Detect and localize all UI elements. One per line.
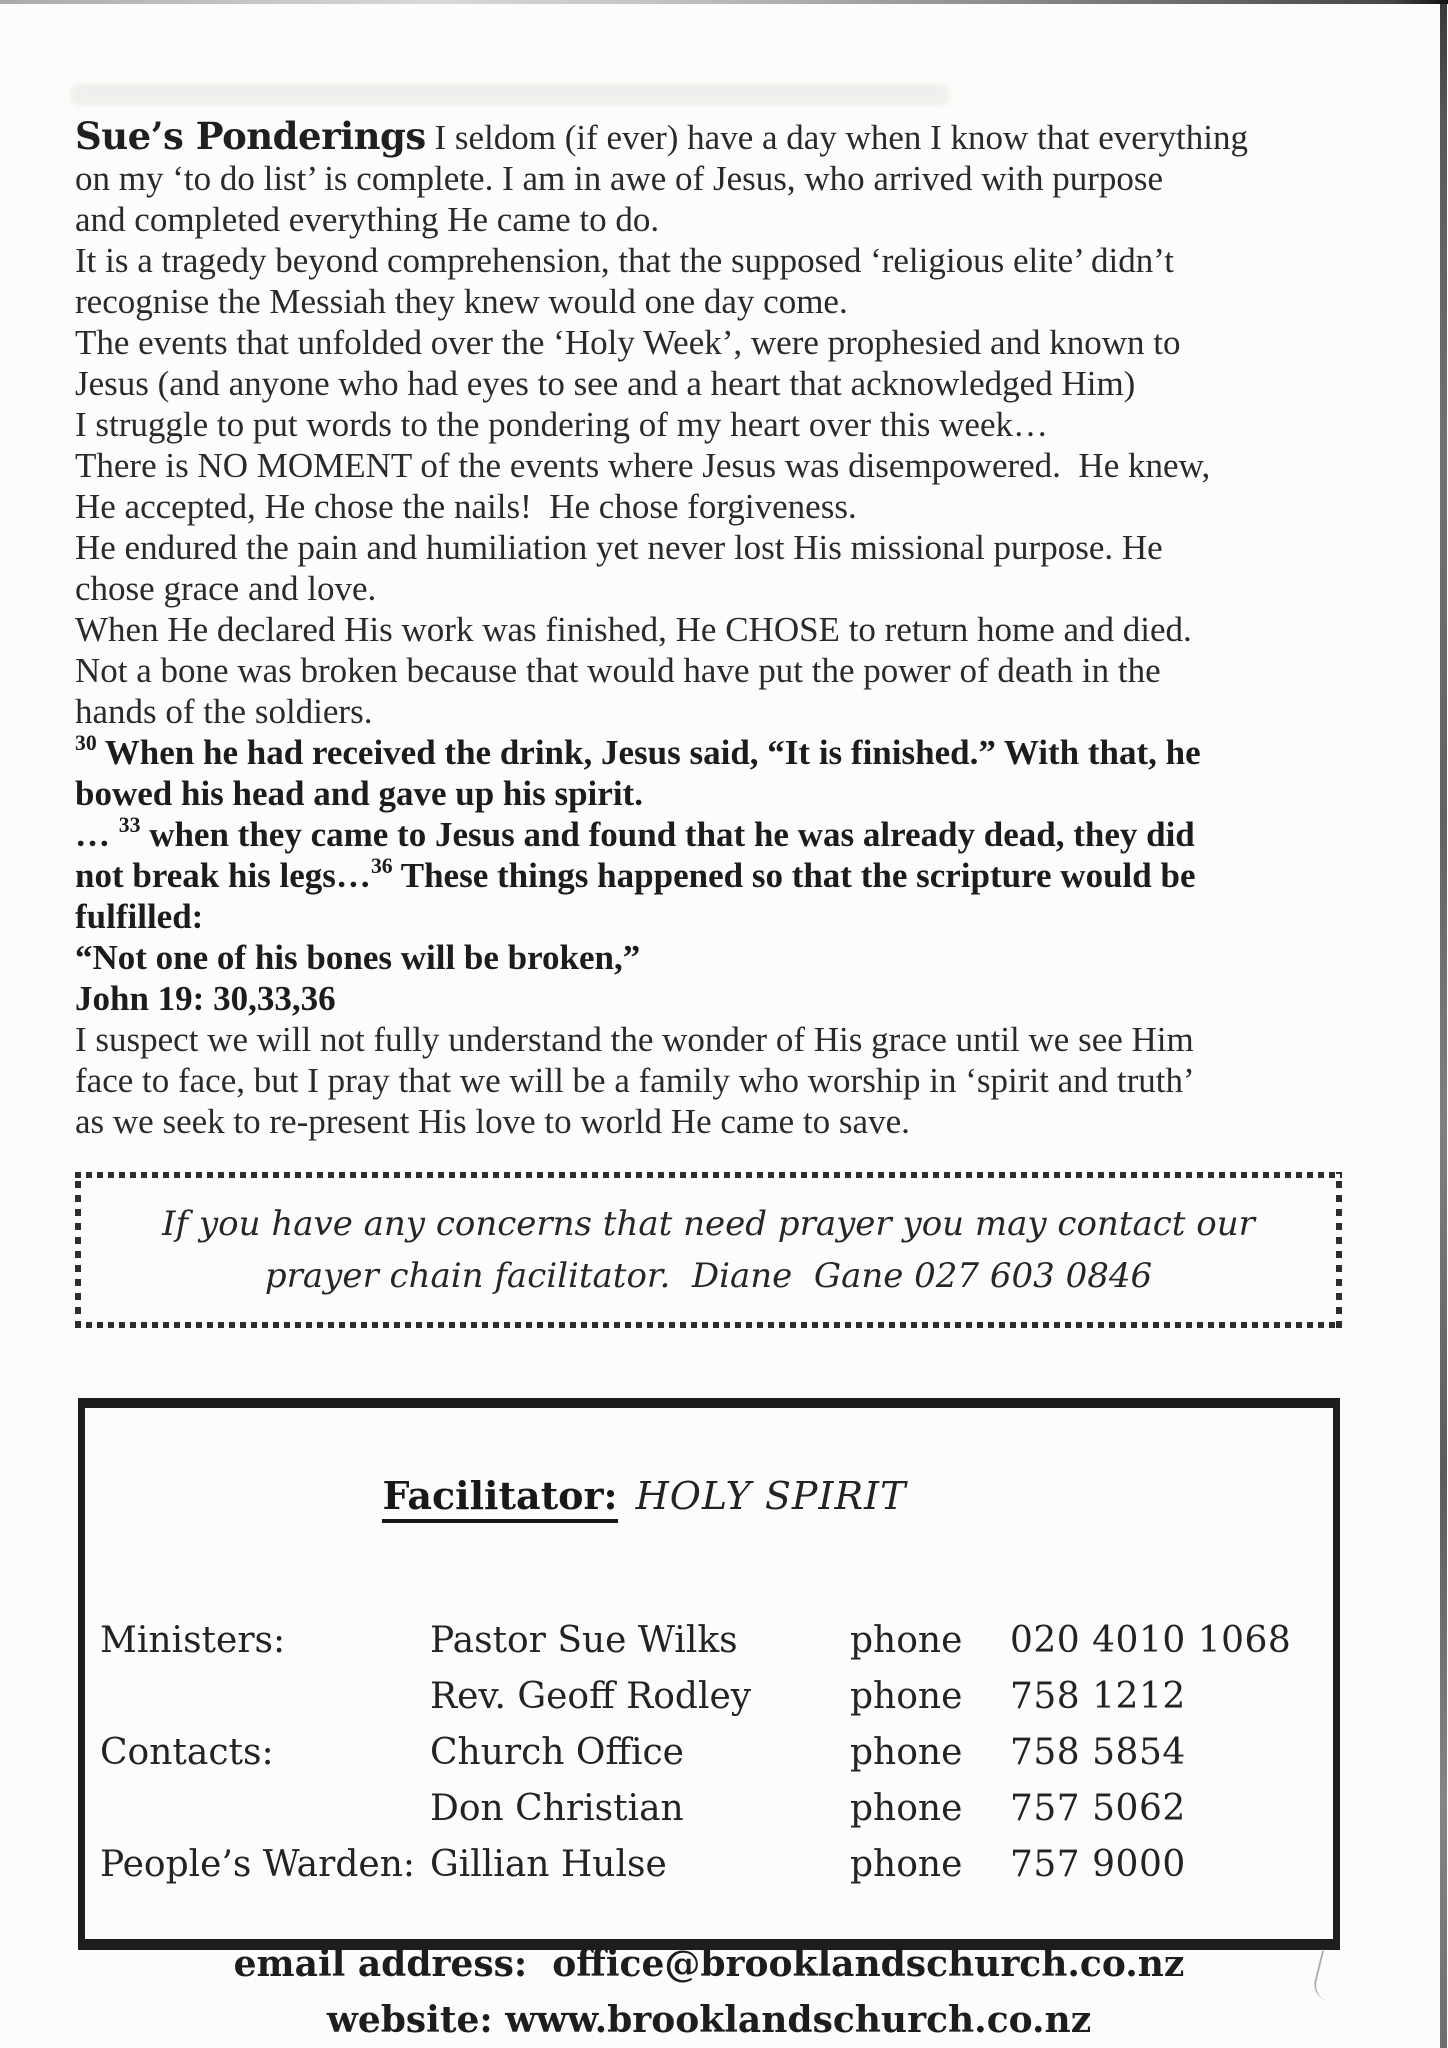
contact-row	[85, 1780, 1333, 1836]
contact-role: Ministers:	[100, 1619, 286, 1661]
prayer-box-line-1: If you have any concerns that need prayer you may contact our	[162, 1204, 1255, 1244]
article-line	[75, 1060, 1405, 1101]
phone-label: phone	[850, 1787, 963, 1829]
article-text-segment: as we seek to re-present His love to world He came to save.	[75, 1102, 910, 1141]
contact-role: Contacts:	[100, 1731, 274, 1773]
article-text-segment: face to face, but I pray that we will be a family who worship in ‘spirit and truth’	[75, 1061, 1195, 1100]
article-text-segment: fulfilled:	[75, 897, 204, 936]
article-text-segment: He accepted, He chose the nails! He chose forgiveness.	[75, 487, 857, 526]
article-title: Sue’s Ponderings	[75, 114, 426, 158]
article-text-segment: There is NO MOMENT of the events where Jesus was disempowered. He knew,	[75, 446, 1211, 485]
email-address: office@brooklandschurch.co.nz	[552, 1943, 1185, 1985]
verse-number: 33	[118, 813, 141, 837]
contact-row	[85, 1724, 1333, 1780]
contact-info-box	[78, 1398, 1340, 2041]
article-text-segment: When He declared His work was finished, He CHOSE to return home and died.	[75, 610, 1192, 649]
article-line	[75, 445, 1405, 486]
article-text-segment: He endured the pain and humiliation yet never lost His missional purpose. He	[75, 528, 1163, 567]
contact-name: Gillian Hulse	[430, 1843, 667, 1885]
contact-row	[85, 1612, 1333, 1668]
sues-ponderings-article	[75, 116, 1405, 1142]
article-text-segment: I seldom (if ever) have a day when I know that everything	[425, 118, 1248, 157]
article-text	[75, 116, 1405, 1142]
article-text-segment: bowed his head and gave up his spirit.	[75, 774, 643, 813]
article-line	[75, 650, 1405, 691]
article-text-segment: John 19: 30,33,36	[75, 979, 336, 1018]
contact-row	[85, 1668, 1333, 1724]
article-line	[75, 896, 1405, 937]
website-gap	[493, 1999, 506, 2041]
verse-number: 30	[75, 731, 97, 755]
contact-role: People’s Warden:	[100, 1843, 416, 1885]
website-address: www.brooklandschurch.co.nz	[505, 1999, 1092, 2041]
article-line	[75, 363, 1405, 404]
contact-name: Don Christian	[430, 1787, 684, 1829]
article-text-segment: hands of the soldiers.	[75, 692, 373, 731]
article-line	[75, 116, 1405, 158]
article-line	[75, 281, 1405, 322]
article-line	[75, 814, 1405, 855]
article-text-segment: Not a bone was broken because that would have put the power of death in the	[75, 651, 1161, 690]
article-line	[75, 691, 1405, 732]
phone-number: 758 1212	[1010, 1675, 1186, 1717]
article-text-segment: “Not one of his bones will be broken,”	[75, 938, 641, 977]
article-line	[75, 527, 1405, 568]
article-text-segment: These things happened so that the scripture would be	[392, 856, 1196, 895]
phone-number: 757 9000	[1010, 1843, 1186, 1885]
article-text-segment: I struggle to put words to the pondering of my heart over this week…	[75, 405, 1048, 444]
contact-row	[85, 1836, 1333, 1892]
email-gap	[527, 1943, 552, 1985]
contact-name: Pastor Sue Wilks	[430, 1619, 738, 1661]
contact-name: Church Office	[430, 1731, 684, 1773]
article-text-segment: When he had received the drink, Jesus said, “It is finished.” With that, he	[96, 733, 1201, 772]
article-text-segment: on my ‘to do list’ is complete. I am in awe of Jesus, who arrived with purpose	[75, 159, 1164, 198]
facilitator-heading	[310, 1424, 1333, 1568]
article-line	[75, 199, 1405, 240]
phone-number: 757 5062	[1010, 1787, 1186, 1829]
article-line	[75, 978, 1405, 1019]
facilitator-label: Facilitator:	[382, 1473, 617, 1523]
article-line	[75, 404, 1405, 445]
contact-name: Rev. Geoff Rodley	[430, 1675, 752, 1717]
dotted-border-bottom	[75, 1322, 1342, 1328]
dotted-border-top	[75, 1172, 1342, 1178]
article-line	[75, 322, 1405, 363]
article-line	[75, 1101, 1405, 1142]
phone-label: phone	[850, 1619, 963, 1661]
email-label: email address:	[233, 1943, 528, 1985]
article-text-segment: …	[75, 815, 119, 854]
website-line	[85, 1992, 1333, 2048]
email-line	[85, 1936, 1333, 1992]
article-text-segment: It is a tragedy beyond comprehension, that the supposed ‘religious elite’ didn’t	[75, 241, 1174, 280]
facilitator-value: HOLY SPIRIT	[635, 1474, 907, 1518]
verse-number: 36	[370, 854, 393, 878]
article-line	[75, 609, 1405, 650]
phone-label: phone	[850, 1843, 963, 1885]
article-line	[75, 158, 1405, 199]
prayer-box-line-2: prayer chain facilitator. Diane Gane 027 603 0846	[264, 1256, 1153, 1296]
phone-number: 758 5854	[1010, 1731, 1186, 1773]
article-line	[75, 855, 1405, 896]
phone-label: phone	[850, 1675, 963, 1717]
phone-label: phone	[850, 1731, 963, 1773]
contact-box-footer	[85, 1936, 1333, 2048]
article-line	[75, 732, 1405, 773]
article-text-segment: The events that unfolded over the ‘Holy Week’, were prophesied and known to	[75, 323, 1181, 362]
article-text-segment: I suspect we will not fully understand the wonder of His grace until we see Him	[75, 1020, 1194, 1059]
article-text-segment: and completed everything He came to do.	[75, 200, 660, 239]
article-line	[75, 486, 1405, 527]
dotted-border-right	[1336, 1172, 1342, 1328]
prayer-contact-box	[75, 1172, 1342, 1328]
scan-artifact-right-edge	[1440, 0, 1447, 2048]
article-text-segment: when they came to Jesus and found that he was already dead, they did	[140, 815, 1195, 854]
article-text-segment: Jesus (and anyone who had eyes to see and a heart that acknowledged Him)	[75, 364, 1136, 403]
article-line	[75, 1019, 1405, 1060]
scan-artifact-top-edge	[0, 0, 1448, 4]
scan-artifact-smudge	[70, 84, 950, 106]
article-line	[75, 937, 1405, 978]
article-line	[75, 568, 1405, 609]
article-line	[75, 240, 1405, 281]
website-label: website:	[326, 1999, 493, 2041]
article-text-segment: recognise the Messiah they knew would one day come.	[75, 282, 848, 321]
contact-rows	[85, 1612, 1333, 1892]
article-text-segment: not break his legs…	[75, 856, 371, 895]
dotted-border-left	[75, 1172, 81, 1328]
phone-number: 020 4010 1068	[1010, 1619, 1292, 1661]
article-line	[75, 773, 1405, 814]
article-text-segment: chose grace and love.	[75, 569, 377, 608]
